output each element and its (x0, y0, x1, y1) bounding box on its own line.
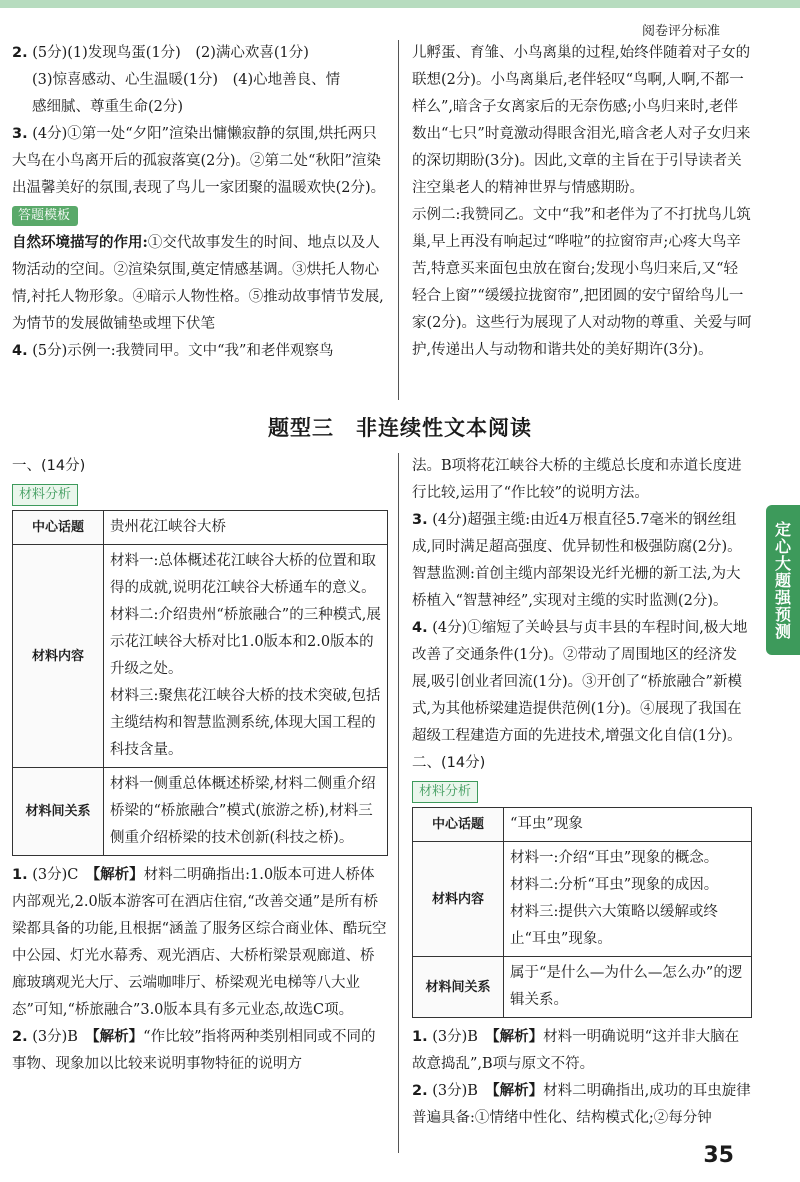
answer-item-2 (412, 1078, 752, 1132)
continued-text: 法。B项将花江峡谷大桥的主缆总长度和赤道长度进行比较,运用了“作比较”的说明方法。 (412, 458, 742, 501)
table-row (13, 768, 388, 856)
item-number: 4. (412, 620, 428, 636)
analysis-label: 【解析】 (492, 1029, 544, 1045)
item-text: (5分)示例一:我赞同甲。文中“我”和老伴观察鸟 (32, 343, 334, 359)
answer-item-2 (12, 1024, 388, 1078)
item-number: 2. (12, 1029, 28, 1045)
material-three: 材料三:提供六大策略以缓解或终止“耳虫”现象。 (510, 904, 718, 947)
item-line: 感细腻、尊重生命(2分) (32, 99, 184, 115)
item-text: 材料二明确指出:1.0版本可进人桥体内部观光,2.0版本游客可在酒店住宿,“改善交通”是所有桥梁都具备的功能,且根据“涵盖了服务区综合商业体、酷玩空中公园、灯光水幕秀、观光酒店、大桥桁梁景观廊道、桥廊玻璃观光大厅、云端咖啡厅、桥梁观光电梯等八大业态”可知,“桥旅融合”3.0版本具有多元业态,故选C项。 (12, 867, 387, 1018)
analysis-label: 【解析】 (492, 1083, 544, 1099)
row-header: 中心话题 (413, 808, 504, 842)
material-three: 材料三:聚焦花江峡谷大桥的技术突破,包括主缆结构和智慧监测系统,体现大国工程的科技含量。 (110, 688, 381, 758)
page-header: 阅卷评分标准 (641, 24, 720, 39)
row-header: 材料间关系 (13, 768, 104, 856)
part-heading: 一、(14分) (12, 458, 86, 474)
right-bottom-column (412, 453, 752, 1132)
item-text: 材料二明确指出,成功的耳虫旋律普遍具备:①情绪中性化、结构模式化;②每分钟 (412, 1083, 751, 1126)
row-value (104, 545, 388, 768)
side-tab: 定心大题强预测 (766, 505, 800, 655)
row-value (504, 842, 752, 957)
column-divider-top (398, 40, 399, 400)
example-one-text: 儿孵蛋、育雏、小鸟离巢的过程,始终伴随着对子女的联想(2分)。小鸟离巢后,老伴轻叹“鸟啊,人啊,不都一样么”,暗含子女离家后的无奈伤感;小鸟归来时,老伴数出“七只”时竟激动得眼含泪光,暗含老人对子女归来的深切期盼(3分)。因此,文章的主旨在于引导读者关注空巢老人的精神世界与情感期盼。 (412, 45, 751, 196)
material-two: 材料二:分析“耳虫”现象的成因。 (510, 877, 719, 893)
analysis-label: 【解析】 (92, 1029, 144, 1045)
answer-item-1 (12, 862, 388, 1024)
left-bottom-column (12, 453, 388, 1078)
template-block (12, 229, 388, 338)
answer-item-3 (412, 507, 752, 615)
row-value: 贵州花江峡谷大桥 (104, 511, 388, 545)
material-analysis-tag: 材料分析 (412, 781, 478, 803)
item-score: (3分)B (432, 1083, 493, 1099)
item-number: 1. (12, 867, 28, 883)
material-one: 材料一:总体概述花江峡谷大桥的位置和取得的成就,说明花江峡谷大桥通车的意义。 (110, 553, 376, 596)
item-score: (3分)B (432, 1029, 493, 1045)
section-title: 题型三 非连续性文本阅读 (268, 416, 532, 440)
template-text: ①交代故事发生的时间、地点以及人物活动的空间。②渲染氛围,奠定情感基调。③烘托人物心情,衬托人物形象。④暗示人物性格。⑤推动故事情节发展,为情节的发展做铺垫或埋下伏笔 (12, 235, 384, 332)
row-value: “耳虫”现象 (504, 808, 752, 842)
table-row (413, 842, 752, 957)
page-number: 35 (703, 1143, 734, 1168)
item-text: (4分)①第一处“夕阳”渲染出慵懒寂静的氛围,烘托两只大鸟在小鸟离开后的孤寂落寞(2分)。②第二处“秋阳”渲染出温馨美好的氛围,表现了鸟儿一家团聚的温暖欢快(2分)。 (12, 126, 386, 196)
answer-item-2 (12, 40, 388, 121)
material-two: 材料二:介绍贵州“桥旅融合”的三种模式,展示花江峡谷大桥对比1.0版本和2.0版本的升级之处。 (110, 607, 381, 677)
item-number: 4. (12, 343, 28, 359)
material-analysis-tag: 材料分析 (12, 484, 78, 506)
table-row (13, 545, 388, 768)
item-text: “作比较”指将两种类别相同或不同的事物、现象加以比较来说明事物特征的说明方 (12, 1029, 376, 1072)
answer-item-1 (412, 1024, 752, 1078)
material-analysis-table (12, 510, 388, 856)
template-title: 自然环境描写的作用: (12, 234, 148, 251)
item-number: 2. (412, 1083, 428, 1099)
item-number: 1. (412, 1029, 428, 1045)
row-value: 属于“是什么—为什么—怎么办”的逻辑关系。 (504, 957, 752, 1018)
top-color-band (0, 0, 800, 8)
table-row (413, 808, 752, 842)
row-value: 材料一侧重总体概述桥梁,材料二侧重介绍桥梁的“桥旅融合”模式(旅游之桥),材料三侧重介绍桥梁的技术创新(科技之桥)。 (104, 768, 388, 856)
row-header: 材料内容 (13, 545, 104, 768)
item-score: (3分)B (32, 1029, 93, 1045)
row-header: 中心话题 (13, 511, 104, 545)
table-row (413, 957, 752, 1018)
row-header: 材料间关系 (413, 957, 504, 1018)
item-number: 3. (12, 126, 28, 142)
table-row (13, 511, 388, 545)
item-line: (3)惊喜感动、心生温暖(1分) (4)心地善良、情 (32, 72, 341, 88)
item-text: (4分)①缩短了关岭县与贞丰县的车程时间,极大地改善了交通条件(1分)。②带动了周围地区的经济发展,吸引创业者回流(1分)。③开创了“桥旅融合”新模式,为其他桥梁建造提供范例(1分)。④展现了我国在超级工程建造方面的先进技术,增强文化自信(1分)。 (412, 620, 748, 744)
material-analysis-table (412, 807, 752, 1018)
item-text: 材料一明确说明“这并非大脑在故意捣乱”,B项与原文不符。 (412, 1029, 740, 1072)
template-tag: 答题模板 (12, 206, 78, 226)
part-heading: 二、(14分) (412, 755, 486, 771)
template-tag-wrap (12, 202, 388, 229)
example-two-text: 示例二:我赞同乙。文中“我”和老伴为了不打扰鸟儿筑巢,早上再没有响起过“哗啦”的拉窗帘声;心疼大鸟辛苦,特意买来面包虫放在窗台;发现小鸟归来后,又“轻轻合上窗”“缓缓拉拢窗帘”,把团圆的安宁留给鸟儿一家(2分)。这些行为展现了人对动物的尊重、关爱与呵护,传递出人与动物和谐共处的美好期许(3分)。 (412, 207, 752, 358)
row-header: 材料内容 (413, 842, 504, 957)
right-top-column (412, 40, 752, 364)
answer-item-4 (12, 338, 388, 365)
item-text: (4分)超强主缆:由近4万根直径5.7毫米的钢丝组成,同时满足超高强度、优异韧性和极强防腐(2分)。智慧监测:首创主缆内部架设光纤光栅的新工法,为大桥植入“智慧神经”,实现对主缆的实时监测(2分)。 (412, 512, 742, 609)
left-top-column (12, 40, 388, 365)
column-divider-bottom (398, 453, 399, 1153)
answer-item-3 (12, 121, 388, 202)
item-score: (3分)C (32, 867, 93, 883)
material-one: 材料一:介绍“耳虫”现象的概念。 (510, 850, 719, 866)
item-line: (5分)(1)发现鸟蛋(1分) (2)满心欢喜(1分) (32, 45, 309, 61)
analysis-label: 【解析】 (92, 867, 144, 883)
answer-item-4 (412, 615, 752, 750)
item-number: 2. (12, 45, 28, 61)
item-number: 3. (412, 512, 428, 528)
